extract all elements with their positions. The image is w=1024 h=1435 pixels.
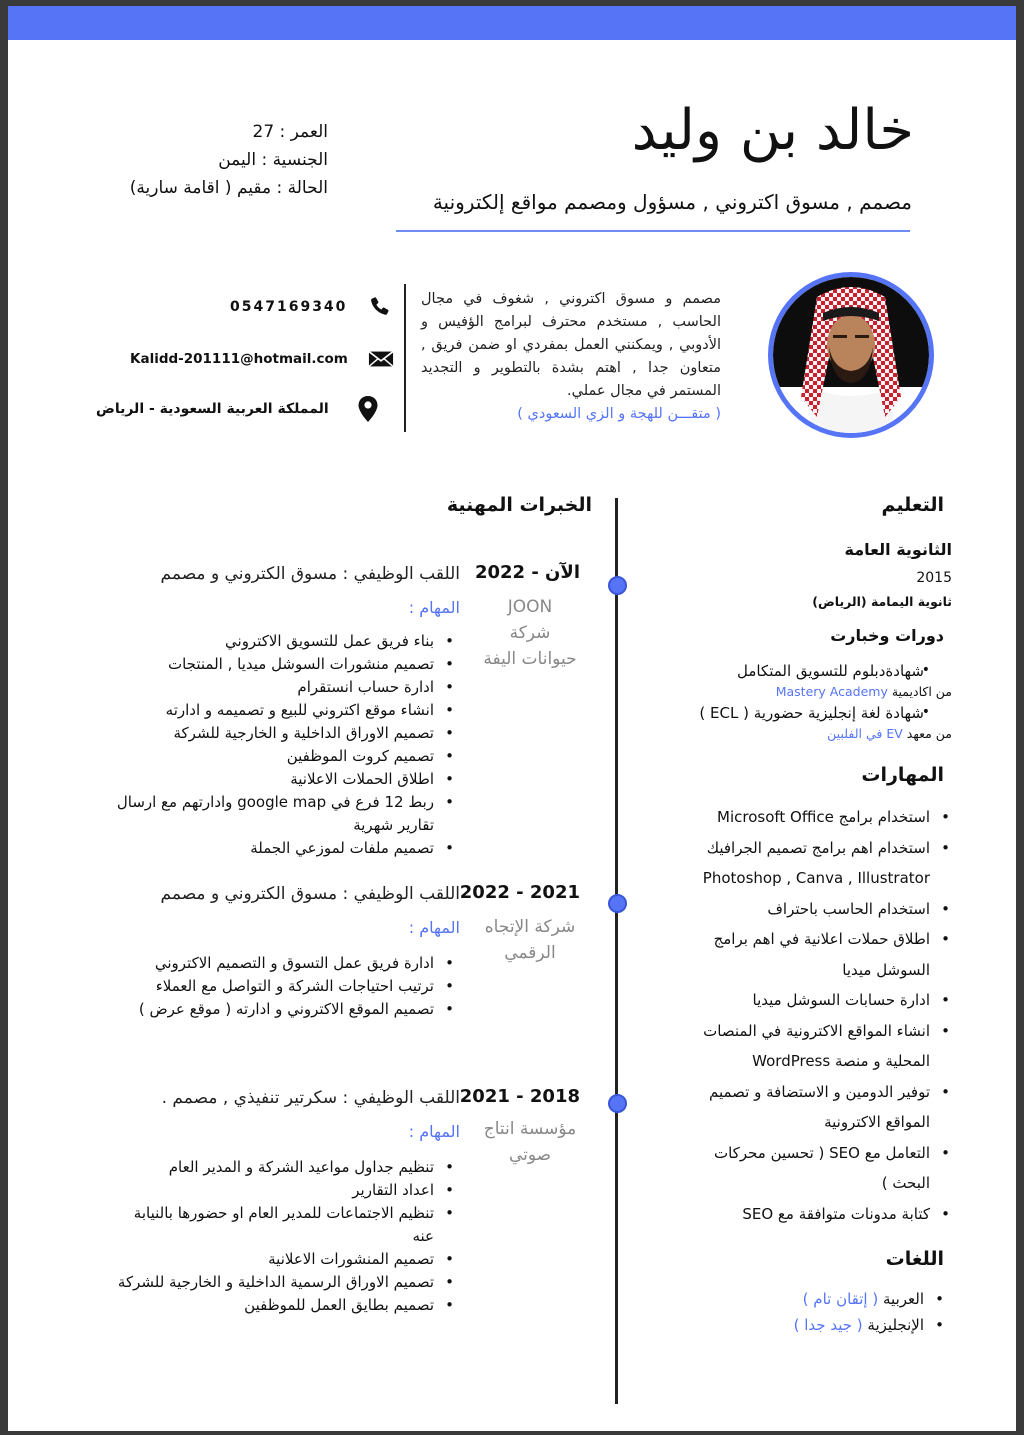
languages-list — [794, 1286, 924, 1338]
job-3-tasks-label: المهام : — [408, 1122, 460, 1141]
task-item: انشاء موقع اكتروني للبيع و تصميمه و ادارته • — [74, 699, 434, 722]
language-name: العربية — [883, 1290, 924, 1308]
job-1-title: اللقب الوظيفي : مسوق الكتروني و مصمم — [160, 564, 460, 584]
skill-item: اطلاق حملات اعلانية في اهم برامج • — [640, 924, 930, 955]
job-2-company-line: الرقمي — [504, 943, 556, 963]
task-item: تصميم الاوراق الداخلية و الخارجية للشركة • — [74, 722, 434, 745]
course-2-source-name: EV في الفلبين — [827, 726, 903, 741]
language-level: ( جيد جدا ) — [793, 1316, 863, 1334]
personal-info — [130, 118, 328, 202]
job-2-period: 2021 - 2022 — [459, 882, 580, 903]
job-subtitle: مصمم , مسوق اكتروني , مسؤول ومصمم مواقع إلكترونية — [432, 190, 912, 214]
experience-title: الخبرات المهنية — [446, 494, 592, 516]
job-1-tasks — [74, 630, 434, 860]
age: العمر : 27 — [252, 122, 328, 142]
bio-text: مصمم و مسوق اكتروني , شغوف في مجال الحاسب , مستخدم محترف لبرامج الؤفيس و الأدوبي , ويمكنني العمل بمفردي او ضمن فريق , متعاون جدا , اهتم بشدة بالتطوير و التجديد المستمر في مجال عملي. — [421, 291, 721, 399]
task-item: ادارة فريق عمل التسوق و التصميم الاكتروني • — [74, 952, 434, 975]
job-2-title: اللقب الوظيفي : مسوق الكتروني و مصمم — [160, 884, 460, 904]
skill-item: المواقع الاكترونية — [824, 1113, 930, 1131]
skill-item: التعامل مع SEO ( تحسين محركات • — [640, 1138, 930, 1169]
job-1-company-line: حيوانات اليفة — [483, 649, 577, 669]
task-item: تصميم الموقع الاكتروني و ادارته ( موقع عرض ) • — [74, 998, 434, 1021]
task-item: ربط 12 فرع في google map وادارتهم مع ارسال • — [74, 791, 434, 814]
job-3-company-line: صوتي — [508, 1145, 552, 1165]
job-1-company-line: شركة — [509, 623, 551, 643]
subtitle-underline — [396, 230, 910, 232]
resume-page — [8, 6, 1016, 1431]
school-level: الثانوية العامة — [844, 540, 952, 559]
job-2-company — [470, 914, 590, 966]
job-2-company-line: شركة الإتجاه — [484, 917, 576, 937]
profile-photo — [768, 272, 934, 438]
language-name: الإنجليزية — [867, 1316, 924, 1334]
task-item: اطلاق الحملات الاعلانية • — [74, 768, 434, 791]
task-item: اعداد التقارير • — [74, 1179, 434, 1202]
nationality: الجنسية : اليمن — [218, 150, 328, 170]
email-icon — [368, 346, 394, 372]
task-item: بناء فريق عمل للتسويق الاكتروني • — [74, 630, 434, 653]
skill-item: استخدام اهم برامج تصميم الجرافيك • — [640, 833, 930, 864]
job-2-tasks-label: المهام : — [408, 918, 460, 937]
skills-title: المهارات — [861, 764, 944, 786]
contact-location-row — [96, 396, 381, 422]
course-1-source-prefix: من اكاديمية — [891, 684, 952, 699]
course-1-source-name: Mastery Academy — [775, 684, 888, 699]
task-item: تنظيم الاجتماعات للمدير العام او حضورها بالنيابة • — [74, 1202, 434, 1225]
skill-item: البحث ) — [881, 1174, 930, 1192]
education-title: التعليم — [881, 494, 944, 516]
course-2-source-prefix: من معهد — [906, 726, 952, 741]
school-name: ثانوية اليمامة (الرياض) — [812, 594, 952, 609]
job-2-tasks — [74, 952, 434, 1021]
task-item: تصميم ملفات لموزعي الجملة • — [74, 837, 434, 860]
job-3-company — [470, 1116, 590, 1168]
skill-item: السوشل ميديا — [842, 960, 930, 979]
skill-item: استخدام برامج Microsoft Office • — [640, 802, 930, 833]
skill-item: انشاء المواقع الاكترونية في المنصات • — [640, 1016, 930, 1047]
task-item: ترتيب احتياجات الشركة و التواصل مع العملاء • — [74, 975, 434, 998]
task-item: تصميم الاوراق الرسمية الداخلية و الخارجية للشركة • — [74, 1271, 434, 1294]
bio-section — [421, 288, 721, 426]
timeline-dot-3 — [608, 1094, 627, 1113]
course-1-source — [776, 684, 952, 699]
top-accent-bar — [8, 6, 1016, 40]
skill-item: استخدام الحاسب باحتراف • — [640, 894, 930, 925]
course-1-name: شهادةدبلوم للتسويق المتكامل — [736, 662, 924, 680]
experience-timeline — [615, 498, 618, 1404]
task-item: تصميم المنشورات الاعلانية • — [74, 1248, 434, 1271]
bio-accent-note: ( متقـــن للهجة و الزي السعودي ) — [517, 406, 721, 422]
task-item: عنه — [412, 1227, 434, 1245]
course-2-bullet: • — [921, 704, 930, 720]
school-year: 2015 — [916, 570, 952, 586]
skill-item: توفير الدومين و الاستضافة و تصميم • — [640, 1077, 930, 1108]
course-2-source — [827, 726, 952, 741]
task-item: ادارة حساب انستقرام • — [74, 676, 434, 699]
job-1-company — [470, 594, 590, 672]
candidate-name: خالد بن وليد — [631, 98, 914, 163]
residency-status: الحالة : مقيم ( اقامة سارية) — [129, 178, 328, 198]
phone-icon — [367, 294, 393, 320]
skill-item: كتابة مدونات متوافقة مع SEO • — [640, 1199, 930, 1230]
timeline-dot-2 — [608, 894, 627, 913]
skill-item: ادارة حسابات السوشل ميديا • — [640, 985, 930, 1016]
course-1-bullet: • — [921, 662, 930, 678]
phone-number[interactable]: 0547169340 — [230, 299, 348, 315]
task-item: تنظيم جداول مواعيد الشركة و المدير العام • — [74, 1156, 434, 1179]
skill-item: Photoshop , Canva , Illustrator — [702, 869, 930, 887]
job-3-company-line: مؤسسة انتاج — [483, 1119, 577, 1139]
task-item: تصميم منشورات السوشل ميديا , المنتجات • — [74, 653, 434, 676]
job-3-tasks — [74, 1156, 434, 1317]
language-level: ( إتقان تام ) — [802, 1290, 879, 1308]
skills-list — [640, 802, 930, 1229]
timeline-dot-1 — [608, 576, 627, 595]
job-1-company-line: JOON — [507, 597, 553, 617]
task-item: تصميم كروت الموظفين • — [74, 745, 434, 768]
header-divider — [404, 284, 406, 432]
profile-photo-illustration — [773, 277, 929, 433]
contact-email-row — [130, 346, 394, 372]
contact-phone-row — [230, 294, 393, 320]
task-item: تقارير شهرية — [353, 816, 434, 834]
job-1-period: الآن - 2022 — [474, 562, 580, 583]
language-item — [794, 1286, 924, 1312]
languages-title: اللغات — [885, 1248, 944, 1270]
skill-item: المحلية و منصة WordPress — [752, 1052, 930, 1070]
job-3-title: اللقب الوظيفي : سكرتير تنفيذي , مصمم . — [161, 1088, 460, 1108]
location-icon — [355, 396, 381, 422]
task-item: تصميم بطايق العمل للموظفين • — [74, 1294, 434, 1317]
job-1-tasks-label: المهام : — [408, 598, 460, 617]
course-2-name: شهادة لغة إنجليزية حضورية ( ECL ) — [699, 704, 924, 722]
email-address[interactable]: Kalidd-201111@hotmail.com — [130, 351, 348, 367]
courses-title: دورات وخبارت — [830, 626, 944, 645]
language-item — [794, 1312, 924, 1338]
location-text: المملكة العربية السعودية - الرياض — [96, 401, 329, 417]
job-3-period: 2018 - 2021 — [459, 1086, 580, 1107]
